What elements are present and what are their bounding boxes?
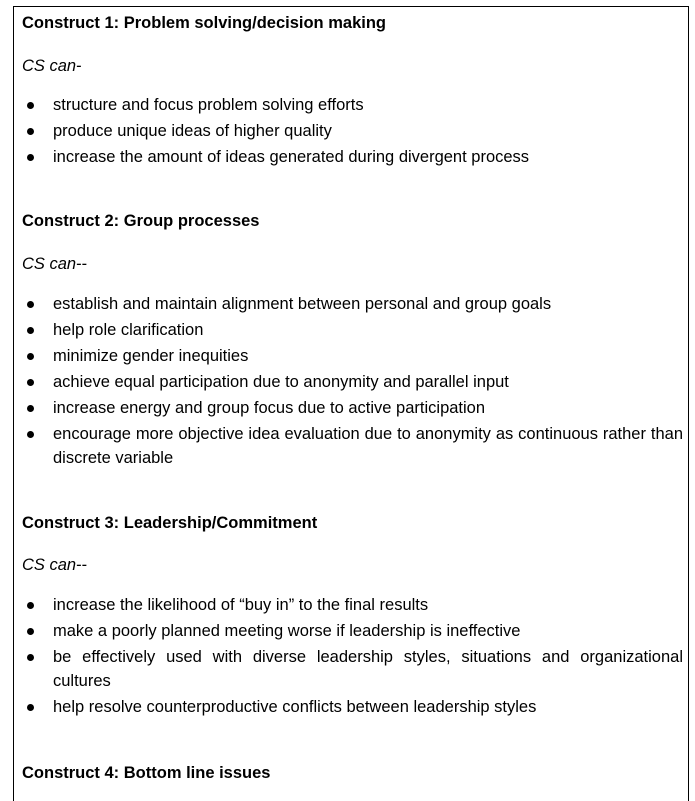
construct-1-list — [22, 92, 683, 170]
list-item: increase the likelihood of “buy in” to the final results — [22, 592, 683, 618]
bullet-icon — [27, 654, 34, 661]
construct-2-intro — [22, 253, 87, 275]
construct-2-section — [22, 210, 683, 467]
construct-1-intro-text: CS can — [22, 57, 77, 75]
construct-4-section — [22, 762, 683, 784]
construct-1-section — [22, 12, 683, 166]
list-item: minimize gender inequities — [22, 343, 683, 369]
bullet-icon — [27, 431, 34, 438]
list-item: achieve equal participation due to anonymity and parallel input — [22, 369, 683, 395]
bullet-icon — [27, 379, 34, 386]
construct-2-intro-dashes: -- — [76, 255, 88, 273]
constructs-table-frame — [13, 6, 689, 801]
list-item: structure and focus problem solving efforts — [22, 92, 683, 118]
bullet-icon — [27, 128, 34, 135]
list-item: increase the amount of ideas generated during divergent process — [22, 144, 683, 170]
construct-2-list — [22, 291, 683, 471]
construct-1-intro-dashes: - — [76, 57, 82, 75]
list-item: help resolve counterproductive conflicts between leadership styles — [22, 694, 683, 720]
construct-3-list — [22, 592, 683, 720]
bullet-icon — [27, 301, 34, 308]
list-item: be effectively used with diverse leadership styles, situations and organizational cultures — [22, 644, 683, 694]
bullet-icon — [27, 628, 34, 635]
bullet-icon — [27, 353, 34, 360]
bullet-icon — [27, 704, 34, 711]
construct-2-heading: Construct 2: Group processes — [22, 212, 260, 230]
list-item: increase energy and group focus due to active participation — [22, 395, 683, 421]
construct-1-intro — [22, 55, 82, 77]
bullet-icon — [27, 327, 34, 334]
construct-3-intro — [22, 554, 87, 576]
bullet-icon — [27, 102, 34, 109]
list-item: encourage more objective idea evaluation due to anonymity as continuous rather than discrete variable — [22, 421, 683, 471]
construct-3-heading: Construct 3: Leadership/Commitment — [22, 514, 318, 532]
construct-1-heading: Construct 1: Problem solving/decision making — [22, 14, 386, 32]
list-item: establish and maintain alignment between personal and group goals — [22, 291, 683, 317]
construct-4-heading: Construct 4: Bottom line issues — [22, 764, 271, 782]
bullet-icon — [27, 154, 34, 161]
bullet-icon — [27, 405, 34, 412]
list-item: make a poorly planned meeting worse if leadership is ineffective — [22, 618, 683, 644]
construct-3-section — [22, 512, 683, 716]
construct-3-intro-text: CS can — [22, 556, 77, 574]
construct-2-intro-text: CS can — [22, 255, 77, 273]
list-item: produce unique ideas of higher quality — [22, 118, 683, 144]
construct-3-intro-dashes: -- — [76, 556, 88, 574]
list-item: help role clarification — [22, 317, 683, 343]
bullet-icon — [27, 602, 34, 609]
